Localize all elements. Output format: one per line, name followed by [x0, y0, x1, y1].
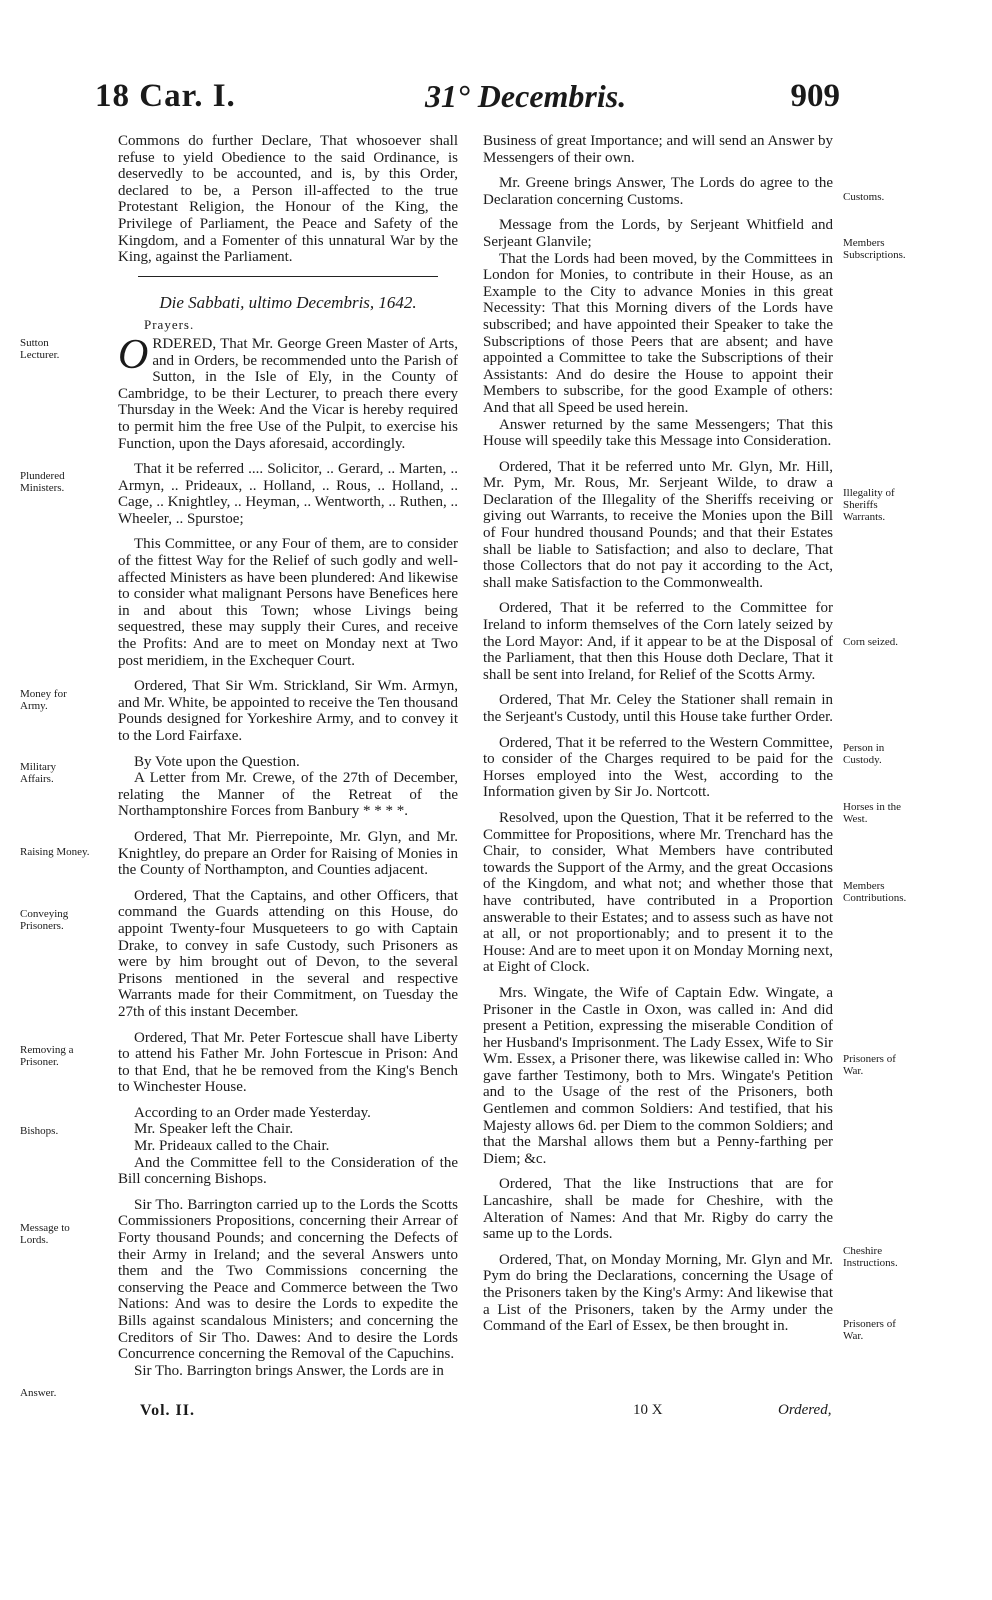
- margin-note-illegality-sheriffs-warrants: Illegality of Sheriffs Warrants.: [843, 487, 895, 523]
- prayers-heading: Prayers.: [144, 317, 195, 333]
- signature-mark: 10 X: [633, 1402, 663, 1418]
- margin-note-prisoners-of-war: Prisoners of War.: [843, 1053, 896, 1077]
- margin-note-horses-in-west: Horses in the West.: [843, 801, 902, 825]
- paragraph: Ordered, That it be referred to the Committee for Ireland to inform themselves of the Corn lately seized by the Lord Mayor: And, if it appear to be at the Disposal of the Parliament, that then this House doth Declare, That it shall be sent into Ireland, for Relief of the Scotts Army.: [483, 600, 833, 683]
- regnal-year: 18 Car. I.: [95, 78, 236, 114]
- paragraph: That the Lords had been moved, by the Committees in London for Monies, to contribute in their House, as an Example to the City to advance Monies in this great Necessity: That this Morning divers of the Lords have subscribed; and have appointed their Speaker to take the Subscriptions of those Peers that are absent; and have appointed a Committee to take the Subscriptions of their Assistants: And do desire the House to appoint their Members to subscribe, for the good Example of others: And that all Speed be used herein.: [483, 250, 833, 416]
- margin-note-plundered-ministers: Plundered Ministers.: [20, 470, 65, 494]
- paragraph: By Vote upon the Question.: [134, 753, 300, 770]
- paragraph: Ordered, That Mr. Peter Fortescue shall have Liberty to attend his Father Mr. John Fortescue in Prison: And to that End, that he be removed from the King's Bench to Winchester House.: [118, 1029, 458, 1096]
- paragraph: Ordered, That it be referred unto Mr. Glyn, Mr. Hill, Mr. Pym, Mr. Rous, Mr. Serjeant Wilde, to draw a Declaration of the Illegality of the Sheriffs receiving or giving out Warrants, to receive the Monies upon the Bill of Four hundred thousand Pounds; and that their Estates shall be liable to Satisfaction; and also to declare, That those Collectors that do not pay it according to the Act, shall make Satisfaction to the Commonwealth.: [483, 458, 833, 591]
- paragraph: Business of great Importance; and will send an Answer by Messengers of their own.: [483, 133, 833, 166]
- paragraph: Ordered, That, on Monday Morning, Mr. Glyn and Mr. Pym do bring the Declarations, concerning the Usage of the Prisoners taken by the King's Army: And likewise that a List of the Prisoners, taken by the Army under the Command of the Earl of Essex, be then brought in.: [483, 1251, 833, 1335]
- paragraph: And the Committee fell to the Consideration of the Bill concerning Bishops.: [118, 1154, 458, 1188]
- margin-note-sutton-lecturer: Sutton Lecturer.: [20, 337, 60, 361]
- drop-cap: O: [118, 331, 149, 378]
- margin-note-customs: Customs.: [843, 191, 885, 203]
- paragraph: Ordered, That the like Instructions that are for Lancashire, shall be made for Cheshire, with the Alteration of Names: And that Mr. Rigby do carry the same up to the Lords.: [483, 1176, 833, 1243]
- paragraph: This Committee, or any Four of them, are to consider of the fittest Way for the Relief of such godly and well-affected Ministers as have been plundered: And likewise to consider what malignant Persons have Benefices here in and about this Town; whose Livings being sequestred, these may supply their Cures, and receive the Profits: And are to meet on Monday next at Two post meridiem, in the Exchequer Court.: [118, 536, 458, 669]
- paragraph: Sir Tho. Barrington carried up to the Lords the Scotts Commissioners Propositions, concerning their Arrear of Forty thousand Pounds; and concerning the Defects of their Army in Ireland; and the several Answers unto them and the Two Commissions concerning the conserving the Peace and Commerce between the Two Nations: And was to desire the Lords to expedite the Bills against scandalous Ministers; and concerning the Creditors of Sir Tho. Dawes: And to desire the Lords Concurrence concerning the Removal of the Capuchins.: [118, 1196, 458, 1363]
- page-number: 909: [790, 78, 840, 114]
- margin-note-removing-prisoner: Removing a Prisoner.: [20, 1044, 74, 1068]
- date-heading: 31° Decembris.: [425, 78, 627, 114]
- margin-note-corn-seized: Corn seized.: [843, 636, 898, 648]
- left-column: [118, 133, 458, 1379]
- margin-note-cheshire-instructions: Cheshire Instructions.: [843, 1245, 898, 1269]
- paragraph: Answer returned by the same Messengers; That this House will speedily take this Message into Consideration.: [483, 416, 833, 450]
- paragraph: Resolved, upon the Question, That it be referred to the Committee for Propositions, where Mr. Trenchard has the Chair, to consider, What Members have contributed towards the Support of the Army, and the great Occasions of the Kingdom, and what not; and whether those that have contributed, have contributed in a Proportion answerable to their Estates; and to assess such as have not at all, or not proportionably; and to present it to the House: And are to meet upon it on Monday Morning next, at Eight of Clock.: [483, 809, 833, 976]
- paragraph: Sir Tho. Barrington brings Answer, the Lords are in: [134, 1362, 444, 1379]
- paragraph: Mr. Prideaux called to the Chair.: [134, 1138, 330, 1155]
- paragraph-text: RDERED, That Mr. George Green Master of Arts, and in Orders, be recommended unto the Parish of Sutton, in the Isle of Ely, in the County of Cambridge, to be their Lecturer, to preach there every Thursday in the Week: And the Vicar is hereby required to permit him the free Use of the Pulpit, to exercise his Function, upon the Days aforesaid, accordingly.: [118, 335, 458, 452]
- paragraph: Commons do further Declare, That whosoever shall refuse to yield Obedience to the said Ordinance, is deservedly to be accounted, and is, by this Order, declared to be, a Person ill-affected to the true Protestant Religion, the Honour of the King, the Privilege of Parliament, the Peace and Safety of the Kingdom, and a Fomenter of this unnatural War by the King, against the Parliament.: [118, 133, 458, 266]
- paragraph: Ordered, That Mr. Pierrepointe, Mr. Glyn, and Mr. Knightley, do prepare an Order for Raising of Monies in the County of Northampton, and Counties adjacent.: [118, 828, 458, 879]
- margin-note-military-affairs: Military Affairs.: [20, 761, 57, 785]
- paragraph: Message from the Lords, by Serjeant Whitfield and Serjeant Glanvile;: [483, 217, 833, 250]
- catchword: Ordered,: [778, 1402, 832, 1418]
- paragraph: Ordered, That the Captains, and other Officers, that command the Guards attending on this House, do appoint Twenty-four Musqueteers to go with Captain Drake, to convey in safe Custody, such Prisoners as were by him brought out of Devon, to the several Prisons mentioned in the several and respective Warrants made for their Commitment, on Tuesday the 27th of this instant December.: [118, 887, 458, 1020]
- paragraph: Mr. Speaker left the Chair.: [134, 1121, 294, 1138]
- right-column: [483, 133, 833, 1344]
- paragraph: Mr. Greene brings Answer, The Lords do agree to the Declaration concerning Customs.: [483, 175, 833, 208]
- margin-note-bishops: Bishops.: [20, 1125, 59, 1137]
- margin-note-members-contributions: Members Contributions.: [843, 880, 907, 904]
- margin-note-person-in-custody: Person in Custody.: [843, 742, 885, 766]
- paragraph: Ordered, That Sir Wm. Strickland, Sir Wm. Armyn, and Mr. White, be appointed to receive the Ten thousand Pounds designed for Yorkeshire Army, and to convey it to the Lord Fairfaxe.: [118, 678, 458, 744]
- paragraph: According to an Order made Yesterday.: [134, 1104, 371, 1121]
- paragraph: A Letter from Mr. Crewe, of the 27th of December, relating the Manner of the Retreat of the Northamptonshire Forces from Banbury * * * *.: [118, 770, 458, 820]
- page-header: [95, 78, 840, 128]
- margin-note-answer: Answer.: [20, 1387, 57, 1399]
- day-heading: Die Sabbati, ultimo Decembris, 1642.: [159, 292, 417, 312]
- margin-note-conveying-prisoners: Conveying Prisoners.: [20, 908, 69, 932]
- section-divider: [138, 276, 438, 277]
- paragraph: That it be referred .... Solicitor, .. Gerard, .. Marten, .. Armyn, .. Prideaux, .. Holland, .. Rous, .. Holland, .. Cage, .. Knightley, .. Heyman, .. Wentworth, .. Ruthen, .. Wheeler, .. Spurstoe;: [118, 461, 458, 527]
- paragraph: Ordered, That Mr. Celey the Stationer shall remain in the Serjeant's Custody, until this House take further Order.: [483, 692, 833, 725]
- margin-note-message-to-lords: Message to Lords.: [20, 1222, 70, 1246]
- margin-note-prisoners-of-war: Prisoners of War.: [843, 1318, 896, 1342]
- volume-number: Vol. II.: [140, 1402, 195, 1419]
- margin-note-members-subscriptions: Members Subscriptions.: [843, 237, 906, 261]
- margin-note-raising-money: Raising Money.: [20, 846, 90, 858]
- margin-note-money-for-army: Money for Army.: [20, 688, 67, 712]
- paragraph: Ordered, That it be referred to the Western Committee, to consider of the Charges required to be paid for the Horses employed into the West, according to the Information given by Sir Jo. Nortcott.: [483, 734, 833, 801]
- paragraph: Mrs. Wingate, the Wife of Captain Edw. Wingate, a Prisoner in the Castle in Oxon, was called in: And did present a Petition, expressing the miserable Condition of her Husband's Imprisonment. The Lady Essex, Wife to Sir Wm. Essex, a Prisoner there, was likewise called in: Who gave farther Testimony, both to Mrs. Wingate's Petition and to the Usage of the rest of the Prisoners, both Gentlemen and common Soldiers: And testified, that his Majesty allows 6d. per Diem to the common Soldiers; and that the Marshal allows them but a Penny-farthing per Diem; &c.: [483, 984, 833, 1167]
- paragraph: [118, 331, 458, 452]
